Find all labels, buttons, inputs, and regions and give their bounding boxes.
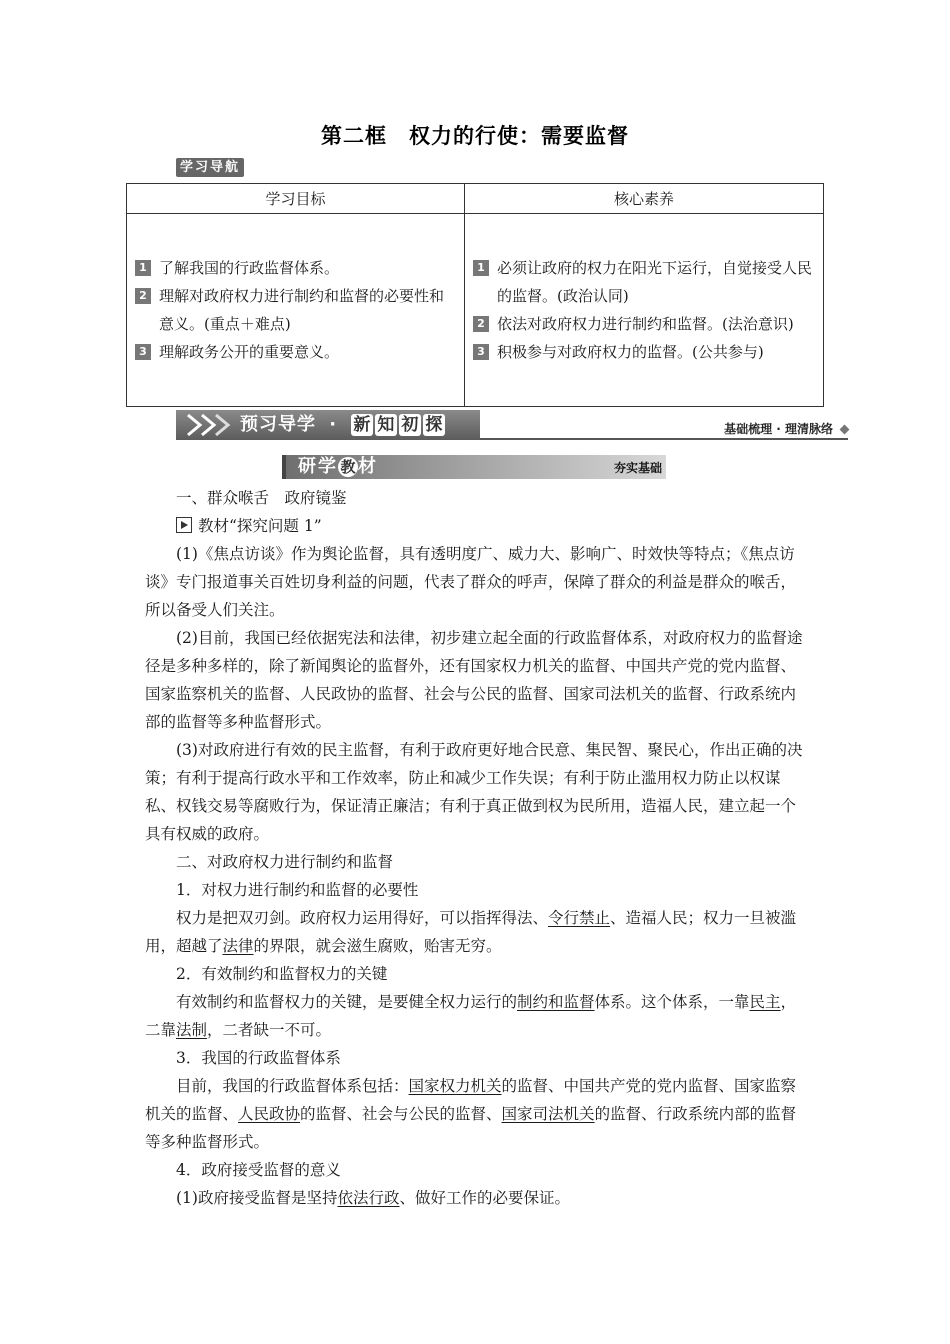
band-divider xyxy=(480,438,848,440)
page-title: 第二框 权力的行使：需要监督 xyxy=(321,124,629,148)
sub-band-title: 研学 教 材 xyxy=(298,456,378,477)
paragraph: (1)《焦点访谈》作为舆论监督，具有透明度广、威力大、影响广、时效快等特点；《焦点访谈》专门报道事关百姓切身利益的问题，代表了群众的呼声，保障了群众的利益是群众的喉舌，所以备受人们关注。 xyxy=(145,545,797,619)
number-icon: 1 xyxy=(135,260,151,276)
band-subtitle: 基础梳理 · 理清脉络 xyxy=(724,420,848,437)
subsection-heading: 4．政府接受监督的意义 xyxy=(176,1161,341,1179)
key-term: 制约和监督 xyxy=(517,993,595,1011)
number-icon: 3 xyxy=(135,344,151,360)
key-term: 法制 xyxy=(176,1021,208,1039)
key-term: 国家司法机关 xyxy=(501,1105,595,1123)
goal-text: 了解我国的行政监督体系。 xyxy=(159,259,340,277)
competency-text: 依法对政府权力进行制约和监督。(法治意识) xyxy=(497,315,794,333)
preview-section-band xyxy=(176,410,848,440)
material-tag: 教材“探究问题 1” xyxy=(145,512,809,540)
section-heading: 一、群众喉舌 政府镜鉴 xyxy=(176,489,347,507)
study-textbook-band xyxy=(286,455,666,479)
section-heading: 二、对政府权力进行制约和监督 xyxy=(176,853,394,871)
competency-item xyxy=(473,254,817,310)
main-content xyxy=(145,484,809,1212)
number-icon: 1 xyxy=(473,260,489,276)
goal-text: 理解政务公开的重要意义。 xyxy=(159,343,340,361)
key-term: 人民政协 xyxy=(238,1105,301,1123)
subsection-heading: 2．有效制约和监督权力的关键 xyxy=(176,965,388,983)
key-term: 依法行政 xyxy=(337,1189,400,1207)
diamond-icon xyxy=(840,425,850,435)
subsection-heading: 3．我国的行政监督体系 xyxy=(176,1049,341,1067)
number-icon: 2 xyxy=(473,316,489,332)
double-chevron-icon xyxy=(184,413,234,437)
goal-item xyxy=(135,282,458,338)
key-term: 民主 xyxy=(749,993,781,1011)
goals-header: 学习目标 xyxy=(127,184,465,214)
competency-text: 积极参与对政府权力的监督。(公共参与) xyxy=(497,343,764,361)
paragraph: (1)政府接受监督是坚持依法行政、做好工作的必要保证。 xyxy=(176,1189,570,1207)
key-term: 国家权力机关 xyxy=(408,1077,502,1095)
study-nav-badge: 学习导航 xyxy=(176,158,244,177)
play-triangle-icon xyxy=(176,517,192,533)
goal-item xyxy=(135,338,458,366)
competency-item xyxy=(473,310,817,338)
competency-text: 必须让政府的权力在阳光下运行，自觉接受人民的监督。(政治认同) xyxy=(497,259,813,305)
paragraph: (2)目前，我国已经依据宪法和法律，初步建立起全面的行政监督体系，对政府权力的监督途径是多种多样的，除了新闻舆论的监督外，还有国家权力机关的监督、中国共产党的党内监督、国家监察机关的监督、人民政协的监督、社会与公民的监督、国家司法机关的监督、行政系统内部的监督等多种监督形式。 xyxy=(145,629,803,731)
key-term: 法律 xyxy=(222,937,254,955)
number-icon: 3 xyxy=(473,344,489,360)
subsection-heading: 1．对权力进行制约和监督的必要性 xyxy=(176,881,419,899)
competency-item xyxy=(473,338,817,366)
goal-item xyxy=(135,254,458,282)
competency-cell xyxy=(465,214,824,407)
sub-band-subtitle: 夯实基础 xyxy=(613,461,662,475)
paragraph: 目前，我国的行政监督体系包括：国家权力机关的监督、中国共产党的党内监督、国家监察机关的监督、人民政协的监督、社会与公民的监督、国家司法机关的监督、行政系统内部的监督等多种监督形式。 xyxy=(145,1077,797,1151)
paragraph: 有效制约和监督权力的关键，是要健全权力运行的制约和监督体系。这个体系，一靠民主，二靠法制，二者缺一不可。 xyxy=(145,993,797,1039)
key-term: 令行禁止 xyxy=(548,909,611,927)
number-icon: 2 xyxy=(135,288,151,304)
goal-text: 理解对政府权力进行制约和监督的必要性和意义。(重点＋难点) xyxy=(159,287,445,333)
band-title: 预习导学 · 新 知 初 探 xyxy=(240,414,444,435)
band-dark-bar xyxy=(176,410,480,440)
competency-header: 核心素养 xyxy=(465,184,824,214)
goals-cell xyxy=(127,214,465,407)
paragraph: 权力是把双刃剑。政府权力运用得好，可以指挥得法、令行禁止、造福人民；权力一旦被滥用，超越了法律的界限，就会滋生腐败，贻害无穷。 xyxy=(145,909,797,955)
paragraph: (3)对政府进行有效的民主监督，有利于政府更好地合民意、集民智、聚民心，作出正确的决策；有利于提高行政水平和工作效率，防止和减少工作失误；有利于防止滥用权力防止以权谋私、权钱交易等腐败行为，保证清正廉洁；有利于真正做到权为民所用，造福人民，建立起一个具有权威的政府。 xyxy=(145,741,803,843)
goals-table xyxy=(126,183,824,407)
